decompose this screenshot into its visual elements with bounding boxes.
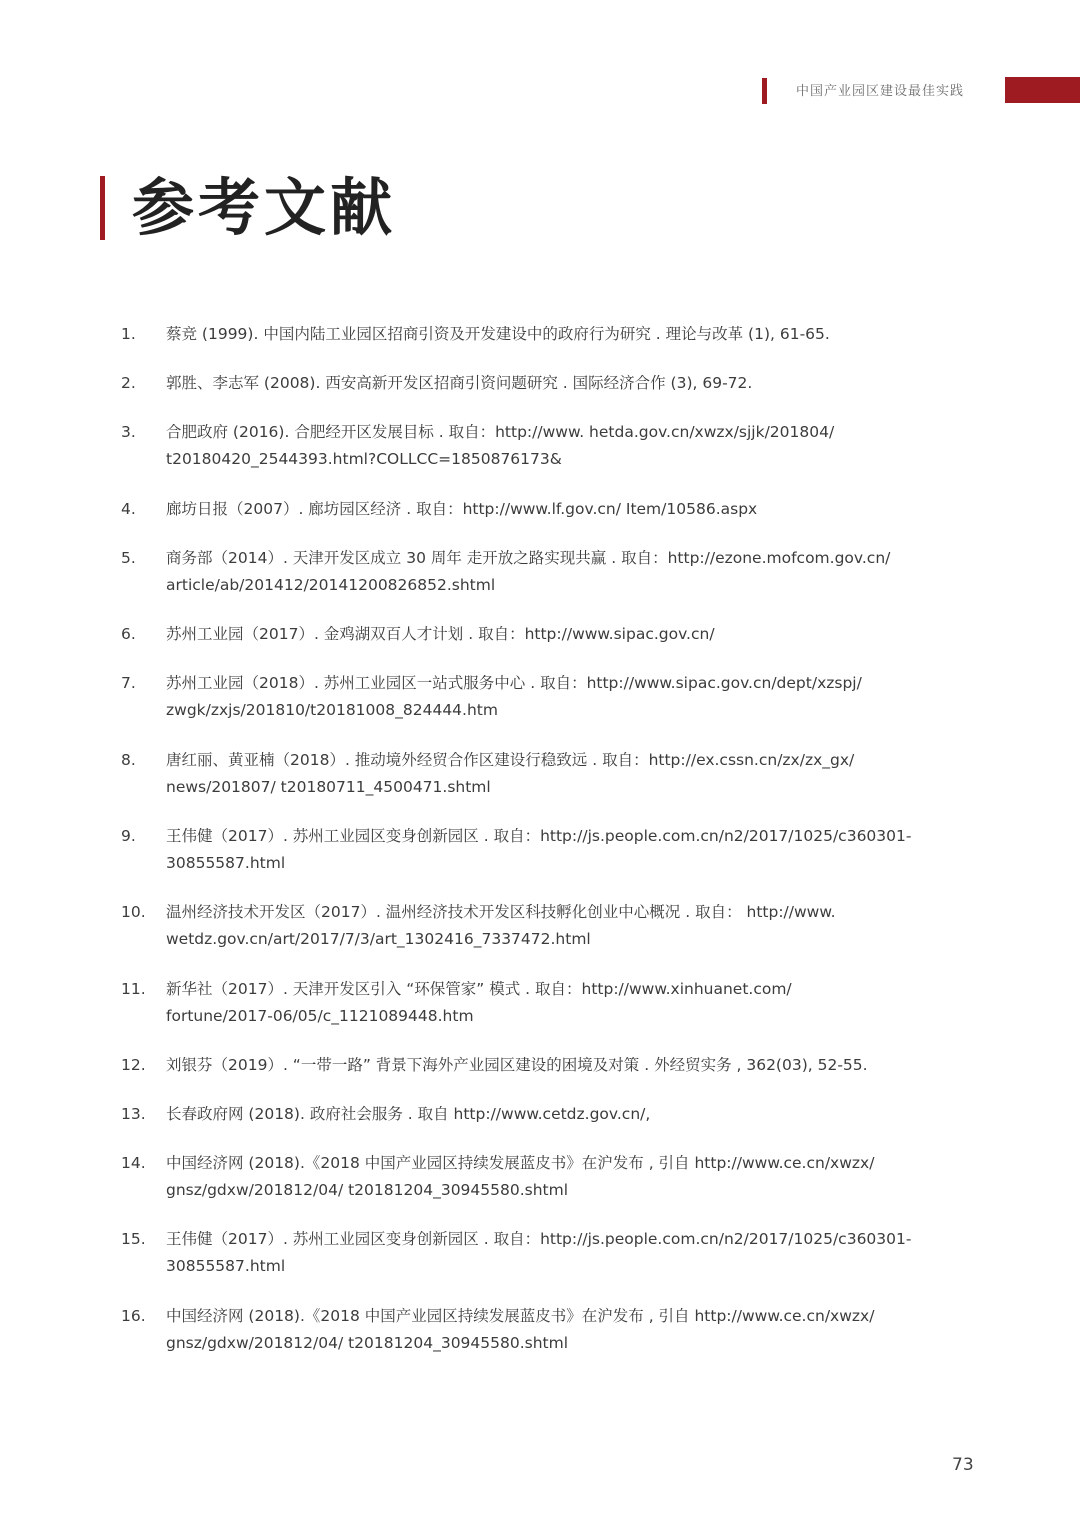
reference-text [166,976,956,1030]
reference-line: 中国经济网 (2018).《2018 中国产业园区持续发展蓝皮书》在沪发布 , 引自 http://www.ce.cn/xwzx/ [166,1307,875,1325]
reference-line: 王伟健（2017）. 苏州工业园区变身创新园区 . 取自：http://js.people.com.cn/n2/2017/1025/c360301- [166,1230,912,1248]
reference-line: 商务部（2014）. 天津开发区成立 30 周年 走开放之路实现共赢 . 取自：http://ezone.mofcom.gov.cn/ [166,549,891,567]
reference-text [166,1052,956,1079]
reference-line: 温州经济技术开发区（2017）. 温州经济技术开发区科技孵化创业中心概况 . 取自： http://www. [166,903,836,921]
reference-text [166,899,956,953]
reference-number: 8. [121,751,136,769]
reference-text [166,1150,956,1204]
page-number: 73 [952,1455,974,1475]
reference-number: 7. [121,674,136,692]
reference-line: 唐红丽、黄亚楠（2018）. 推动境外经贸合作区建设行稳致远 . 取自：http://ex.cssn.cn/zx/zx_gx/ [166,751,855,769]
reference-number: 16. [121,1307,146,1325]
reference-line: 苏州工业园（2018）. 苏州工业园区一站式服务中心 . 取自：http://www.sipac.gov.cn/dept/xzspj/ [166,674,862,692]
reference-number: 10. [121,903,146,921]
reference-number: 12. [121,1056,146,1074]
reference-line: 合肥政府 (2016). 合肥经开区发展目标 . 取自：http://www. hetda.gov.cn/xwzx/sjjk/201804/ [166,423,835,441]
reference-line: 廊坊日报（2007）. 廊坊园区经济 . 取自：http://www.lf.gov.cn/ Item/10586.aspx [166,500,758,518]
reference-line: wetdz.gov.cn/art/2017/7/3/art_1302416_7337472.html [166,930,591,948]
reference-number: 13. [121,1105,146,1123]
reference-number: 5. [121,549,136,567]
reference-text [166,823,956,877]
reference-line: 刘银芬（2019）. “一带一路” 背景下海外产业园区建设的困境及对策 . 外经贸实务 , 362(03), 52-55. [166,1056,868,1074]
reference-text [166,1226,956,1280]
reference-text [166,621,956,648]
reference-number: 9. [121,827,136,845]
page-title: 参考文献 [132,171,397,244]
reference-line: gnsz/gdxw/201812/04/ t20181204_30945580.shtml [166,1334,569,1352]
header-accent-block [1005,77,1080,103]
reference-line: 中国经济网 (2018).《2018 中国产业园区持续发展蓝皮书》在沪发布 , 引自 http://www.ce.cn/xwzx/ [166,1154,875,1172]
reference-line: 苏州工业园（2017）. 金鸡湖双百人才计划 . 取自：http://www.sipac.gov.cn/ [166,625,715,643]
reference-line: gnsz/gdxw/201812/04/ t20181204_30945580.shtml [166,1181,569,1199]
reference-text [166,545,956,599]
reference-line: 长春政府网 (2018). 政府社会服务 . 取自 http://www.cetdz.gov.cn/, [166,1105,651,1123]
reference-text [166,419,956,473]
reference-number: 1. [121,325,136,343]
reference-line: fortune/2017-06/05/c_1121089448.htm [166,1007,474,1025]
reference-line: article/ab/201412/20141200826852.shtml [166,576,496,594]
running-header: 中国产业园区建设最佳实践 [796,84,965,99]
reference-text [166,1101,956,1128]
header-accent-bar [762,78,767,104]
reference-number: 11. [121,980,146,998]
reference-line: 30855587.html [166,1257,286,1275]
reference-number: 15. [121,1230,146,1248]
reference-line: t20180420_2544393.html?COLLCC=1850876173& [166,450,562,468]
reference-line: zwgk/zxjs/201810/t20181008_824444.htm [166,701,498,719]
reference-line: 30855587.html [166,854,286,872]
reference-text [166,496,956,523]
reference-number: 3. [121,423,136,441]
reference-line: 蔡竞 (1999). 中国内陆工业园区招商引资及开发建设中的政府行为研究 . 理论与改革 (1), 61-65. [166,325,830,343]
reference-text [166,321,956,348]
reference-text [166,370,956,397]
reference-number: 6. [121,625,136,643]
reference-number: 4. [121,500,136,518]
reference-line: news/201807/ t20180711_4500471.shtml [166,778,491,796]
reference-text [166,747,956,801]
reference-line: 王伟健（2017）. 苏州工业园区变身创新园区 . 取自：http://js.people.com.cn/n2/2017/1025/c360301- [166,827,912,845]
reference-text [166,670,956,724]
reference-number: 14. [121,1154,146,1172]
reference-text [166,1303,956,1357]
reference-number: 2. [121,374,136,392]
reference-line: 郭胜、李志军 (2008). 西安高新开发区招商引资问题研究 . 国际经济合作 (3), 69-72. [166,374,753,392]
title-accent-bar [100,176,105,240]
reference-line: 新华社（2017）. 天津开发区引入 “环保管家” 模式 . 取自：http://www.xinhuanet.com/ [166,980,792,998]
